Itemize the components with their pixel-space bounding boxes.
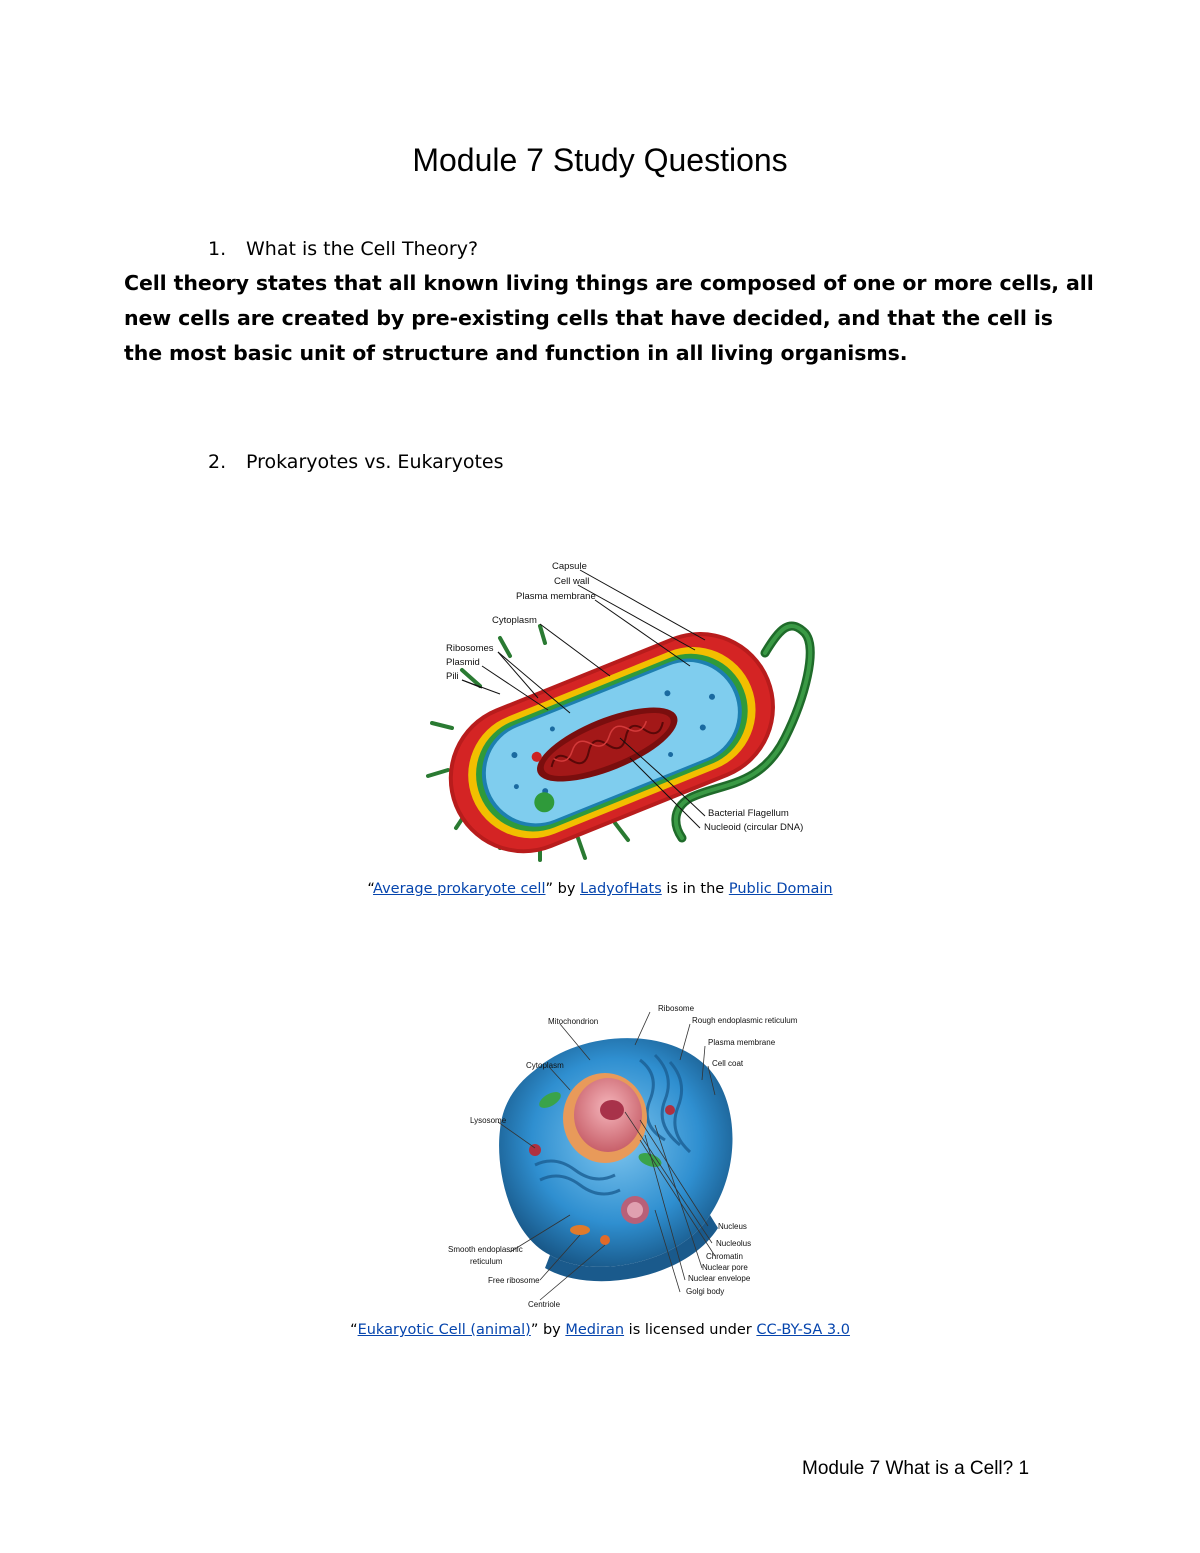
label-lysosome: Lysosome xyxy=(470,1116,507,1125)
label-cell-coat: Cell coat xyxy=(712,1059,744,1068)
caption-text: is licensed under xyxy=(624,1322,757,1338)
label-plasma-membrane: Plasma membrane xyxy=(708,1038,776,1047)
question-2 xyxy=(208,450,504,474)
quote-mark: “ xyxy=(350,1322,358,1338)
label-pili: Pili xyxy=(446,671,459,682)
eukaryotic-cell-diagram xyxy=(440,1000,798,1312)
label-ribosome: Ribosome xyxy=(658,1004,695,1013)
label-nucleolus: Nucleolus xyxy=(716,1239,752,1248)
label-smooth-er-line2: reticulum xyxy=(470,1257,503,1266)
caption-text: ” by xyxy=(545,881,581,897)
figure-1-title-link[interactable]: Average prokaryote cell xyxy=(373,881,546,897)
question-number: 1. xyxy=(208,238,227,260)
label-chromatin: Chromatin xyxy=(706,1252,743,1261)
label-cytoplasm: Cytoplasm xyxy=(526,1061,564,1070)
caption-text: ” by xyxy=(530,1322,566,1338)
page-title: Module 7 Study Questions xyxy=(412,142,788,178)
prokaryote-cell-diagram xyxy=(420,548,840,866)
label-golgi: Golgi body xyxy=(686,1287,725,1296)
label-mitochondrion: Mitochondrion xyxy=(548,1017,599,1026)
label-nuclear-pore: Nuclear pore xyxy=(702,1263,748,1272)
label-free-ribosome: Free ribosome xyxy=(488,1276,540,1285)
figure-1-caption xyxy=(0,879,1200,899)
answer-1: Cell theory states that all known living things are composed of one or more cells, all new cells are created by pre-existing cells that have decided, and that the cell is the most basic unit of structure and function in all living organisms. xyxy=(124,271,1094,365)
label-ribosomes: Ribosomes xyxy=(446,643,494,654)
figure-1-license-link[interactable]: Public Domain xyxy=(728,881,833,897)
label-nucleoid: Nucleoid (circular DNA) xyxy=(704,822,804,833)
label-cytoplasm: Cytoplasm xyxy=(492,615,537,626)
label-plasmid: Plasmid xyxy=(446,657,480,668)
figure-2-title-link[interactable]: Eukaryotic Cell (animal) xyxy=(357,1322,531,1338)
figure-2-caption xyxy=(0,1320,1200,1340)
caption-text: is in the xyxy=(661,881,729,897)
question-1 xyxy=(208,237,478,261)
label-plasma-membrane: Plasma membrane xyxy=(516,591,596,602)
label-flagellum: Bacterial Flagellum xyxy=(708,808,789,819)
label-centriole: Centriole xyxy=(528,1300,561,1309)
question-number: 2. xyxy=(208,451,227,473)
question-text: What is the Cell Theory? xyxy=(246,238,479,260)
question-text: Prokaryotes vs. Eukaryotes xyxy=(246,451,504,473)
page-footer: Module 7 What is a Cell? 1 xyxy=(802,1458,1030,1479)
label-cell-wall: Cell wall xyxy=(554,576,590,587)
label-nuclear-envelope: Nuclear envelope xyxy=(688,1274,751,1283)
quote-mark: “ xyxy=(367,881,374,897)
figure-2-license-link[interactable]: CC-BY-SA 3.0 xyxy=(756,1322,850,1338)
figure-2-author-link[interactable]: Mediran xyxy=(565,1322,625,1338)
figure-1-author-link[interactable]: LadyofHats xyxy=(580,881,662,897)
label-smooth-er-line1: Smooth endoplasmic xyxy=(448,1245,523,1254)
label-rough-er: Rough endoplasmic reticulum xyxy=(692,1016,798,1025)
label-capsule: Capsule xyxy=(552,561,587,572)
label-nucleus: Nucleus xyxy=(718,1222,747,1231)
